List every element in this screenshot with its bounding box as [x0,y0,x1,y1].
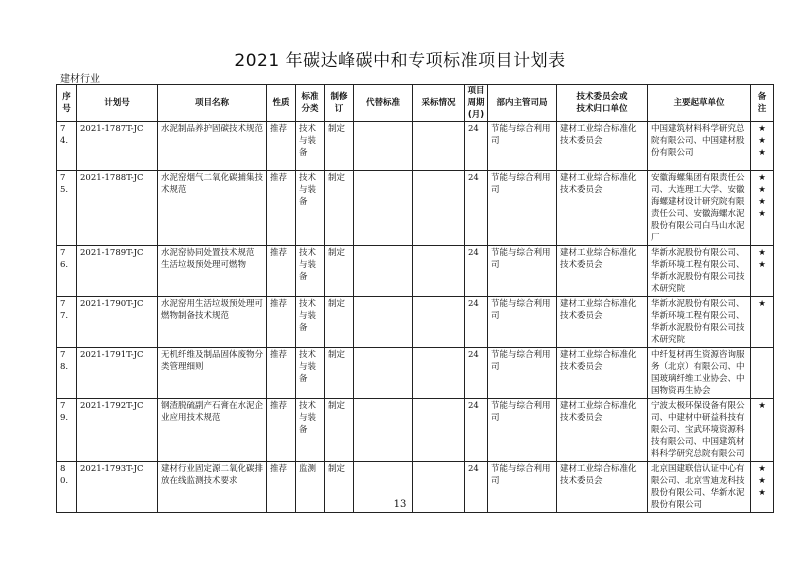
replace-standard-cell [354,348,413,399]
row-number: 79. [57,399,77,462]
period-cell: 24 [465,171,488,246]
nature-cell: 推荐 [267,399,296,462]
department-cell: 节能与综合利用司 [488,122,557,171]
row-number: 75. [57,171,77,246]
revision-cell: 制定 [325,122,354,171]
replace-standard-cell [354,246,413,297]
project-name: 无机纤维及制品固体废物分类管理细则 [158,348,267,399]
column-header: 项目 周期 (月) [465,85,488,122]
column-header: 制修 订 [325,85,354,122]
plan-number: 2021-1792T-JC [77,399,158,462]
table-body [57,122,774,513]
drafters-cell: 宁波太极环保设备有限公司、中建材中研益科技有限公司、宝武环境资源科技有限公司、中国建筑材料科学研究总院有限公司 [648,399,751,462]
drafters-cell: 中国建筑材料科学研究总院有限公司、中国建材股份有限公司 [648,122,751,171]
adoption-cell [413,348,465,399]
table-row [57,297,774,348]
column-header: 采标情况 [413,85,465,122]
star-icon: ★ [758,464,766,474]
remark-stars [751,399,774,462]
revision-cell: 制定 [325,348,354,399]
period-cell: 24 [465,462,488,513]
table-row [57,399,774,462]
committee-cell: 建材工业综合标准化技术委员会 [557,348,648,399]
remark-stars [751,348,774,399]
remark-stars [751,171,774,246]
star-icon: ★ [758,248,766,258]
adoption-cell [413,399,465,462]
replace-standard-cell [354,122,413,171]
department-cell: 节能与综合利用司 [488,297,557,348]
period-cell: 24 [465,348,488,399]
row-number: 80. [57,462,77,513]
nature-cell: 推荐 [267,122,296,171]
table-header-row [57,85,774,122]
nature-cell: 推荐 [267,246,296,297]
drafters-cell: 安徽海螺集团有限责任公司、大连理工大学、安徽海螺建材设计研究院有限责任公司、安徽海螺水泥股份有限公司白马山水泥厂 [648,171,751,246]
replace-standard-cell [354,171,413,246]
adoption-cell [413,171,465,246]
star-icon: ★ [758,260,766,270]
column-header: 性质 [267,85,296,122]
star-icon: ★ [758,209,766,219]
industry-label: 建材行业 [60,74,100,85]
project-name: 钢渣脱硫副产石膏在水泥企业应用技术规范 [158,399,267,462]
column-header: 备 注 [751,85,774,122]
plan-number: 2021-1793T-JC [77,462,158,513]
remark-stars [751,122,774,171]
department-cell: 节能与综合利用司 [488,171,557,246]
plan-number: 2021-1788T-JC [77,171,158,246]
revision-cell: 制定 [325,297,354,348]
plan-number: 2021-1790T-JC [77,297,158,348]
column-header: 项目名称 [158,85,267,122]
project-name: 建材行业固定源二氧化碳排放在线监测技术要求 [158,462,267,513]
category-cell: 技术与装备 [296,399,325,462]
department-cell: 节能与综合利用司 [488,399,557,462]
committee-cell: 建材工业综合标准化技术委员会 [557,297,648,348]
nature-cell: 推荐 [267,297,296,348]
page-number: 13 [393,499,407,510]
department-cell: 节能与综合利用司 [488,246,557,297]
drafters-cell: 北京国建联信认证中心有限公司、北京雪迪龙科技股份有限公司、华新水泥股份有限公司 [648,462,751,513]
adoption-cell [413,246,465,297]
category-cell: 技术与装备 [296,297,325,348]
star-icon: ★ [758,299,766,309]
project-name: 水泥窑协同处置技术规范 生活垃圾预处理可燃物 [158,246,267,297]
table-row [57,348,774,399]
row-number: 77. [57,297,77,348]
revision-cell: 制定 [325,399,354,462]
star-icon: ★ [758,476,766,486]
revision-cell: 制定 [325,246,354,297]
category-cell: 技术与装备 [296,122,325,171]
nature-cell: 推荐 [267,171,296,246]
table-row [57,171,774,246]
department-cell: 节能与综合利用司 [488,462,557,513]
period-cell: 24 [465,399,488,462]
revision-cell: 制定 [325,171,354,246]
committee-cell: 建材工业综合标准化技术委员会 [557,246,648,297]
plan-number: 2021-1791T-JC [77,348,158,399]
committee-cell: 建材工业综合标准化技术委员会 [557,122,648,171]
row-number: 76. [57,246,77,297]
row-number: 74. [57,122,77,171]
drafters-cell: 华新水泥股份有限公司、华新环境工程有限公司、华新水泥股份有限公司技术研究院 [648,246,751,297]
period-cell: 24 [465,297,488,348]
adoption-cell [413,122,465,171]
committee-cell: 建材工业综合标准化技术委员会 [557,399,648,462]
project-name: 水泥制品养护固碳技术规范 [158,122,267,171]
period-cell: 24 [465,246,488,297]
column-header: 计划号 [77,85,158,122]
column-header: 序 号 [57,85,77,122]
plan-number: 2021-1787T-JC [77,122,158,171]
remark-stars [751,297,774,348]
column-header: 部内主管司局 [488,85,557,122]
category-cell: 技术与装备 [296,348,325,399]
column-header: 技术委员会或 技术归口单位 [557,85,648,122]
table-row [57,122,774,171]
committee-cell: 建材工业综合标准化技术委员会 [557,462,648,513]
replace-standard-cell [354,399,413,462]
department-cell: 节能与综合利用司 [488,348,557,399]
row-number: 78. [57,348,77,399]
standards-plan-table [56,84,774,513]
column-header: 标准 分类 [296,85,325,122]
star-icon: ★ [758,173,766,183]
category-cell: 监测 [296,462,325,513]
replace-standard-cell [354,297,413,348]
plan-number: 2021-1789T-JC [77,246,158,297]
committee-cell: 建材工业综合标准化技术委员会 [557,171,648,246]
column-header: 代替标准 [354,85,413,122]
star-icon: ★ [758,401,766,411]
star-icon: ★ [758,185,766,195]
table-row [57,246,774,297]
period-cell: 24 [465,122,488,171]
revision-cell: 制定 [325,462,354,513]
column-header: 主要起草单位 [648,85,751,122]
drafters-cell: 中纤复材再生资源咨询服务（北京）有限公司、中国玻璃纤维工业协会、中国物资再生协会 [648,348,751,399]
nature-cell: 推荐 [267,462,296,513]
star-icon: ★ [758,197,766,207]
star-icon: ★ [758,148,766,158]
project-name: 水泥窑烟气二氧化碳捕集技术规范 [158,171,267,246]
project-name: 水泥窑用生活垃圾预处理可燃物制备技术规范 [158,297,267,348]
page-title: 2021 年碳达峰碳中和专项标准项目计划表 [234,51,566,71]
star-icon: ★ [758,488,766,498]
category-cell: 技术与装备 [296,171,325,246]
remark-stars [751,246,774,297]
adoption-cell [413,297,465,348]
star-icon: ★ [758,124,766,134]
drafters-cell: 华新水泥股份有限公司、华新环境工程有限公司、华新水泥股份有限公司技术研究院 [648,297,751,348]
nature-cell: 推荐 [267,348,296,399]
category-cell: 技术与装备 [296,246,325,297]
star-icon: ★ [758,136,766,146]
